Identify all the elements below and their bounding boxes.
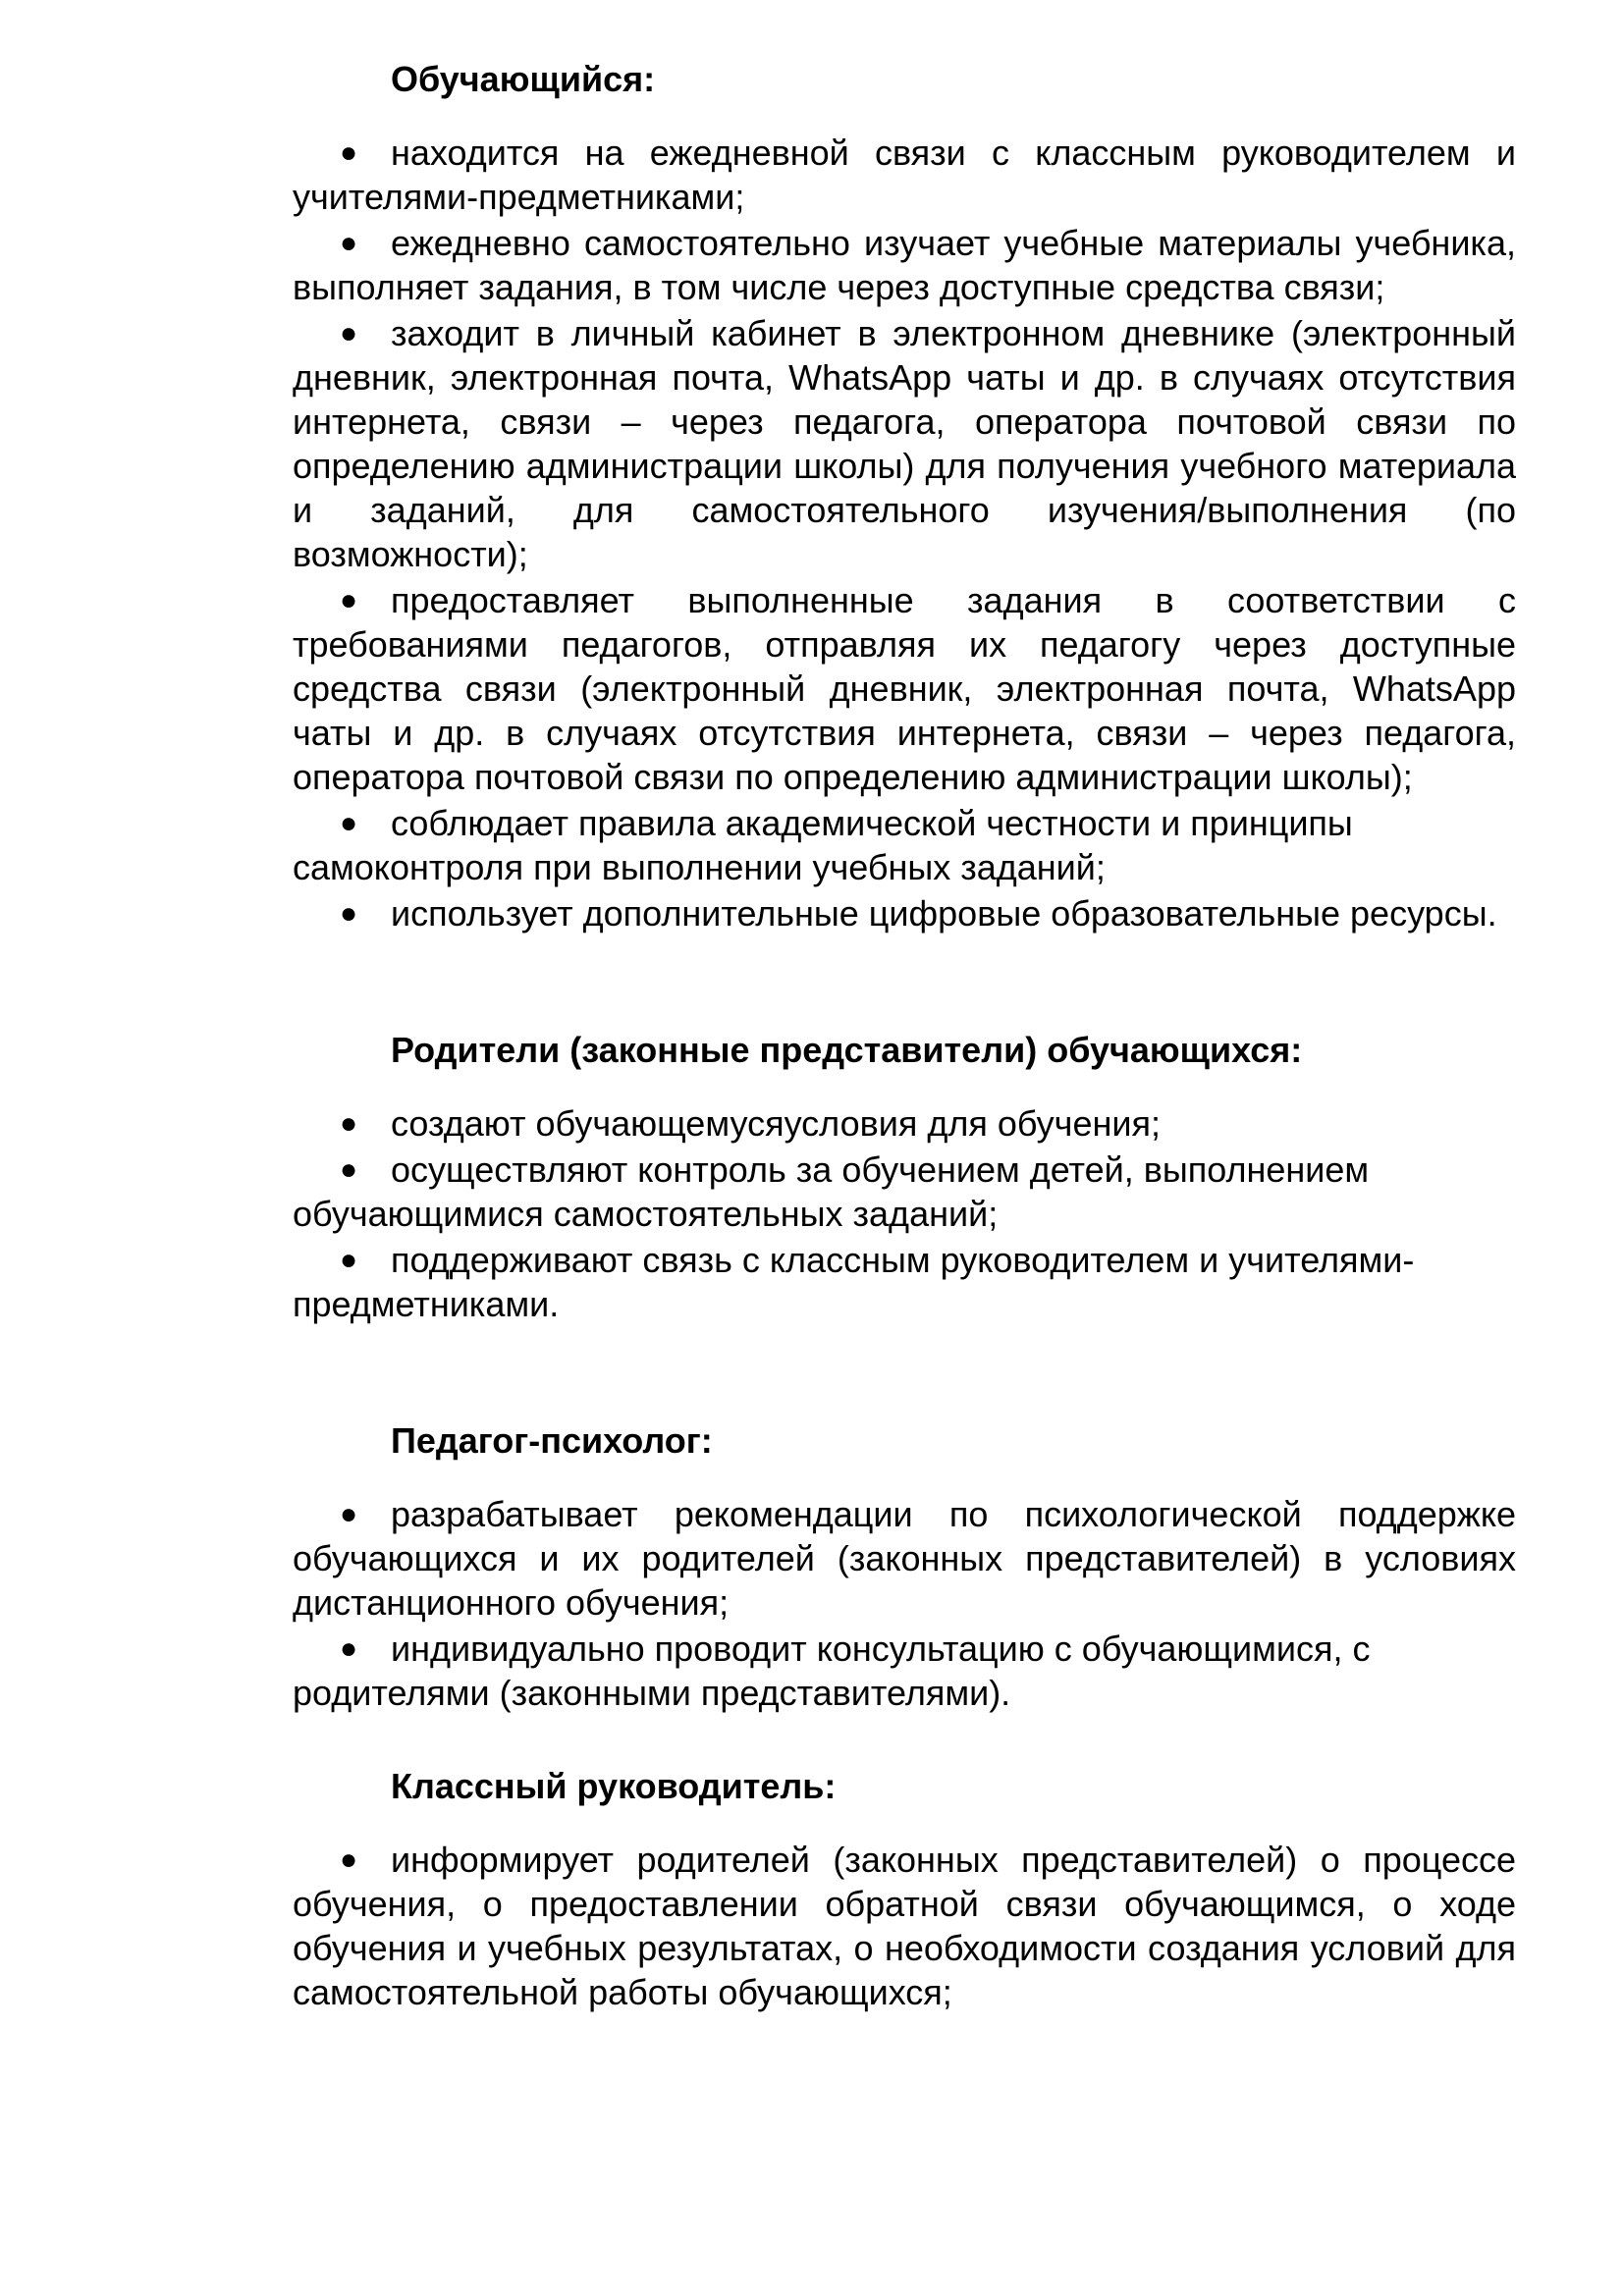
section-student <box>293 57 1516 935</box>
bullet-icon: ● <box>340 1244 358 1276</box>
list-item-text: создают обучающемусяусловия для обучения; <box>391 1103 1161 1144</box>
section-parents <box>293 1028 1516 1326</box>
list-item <box>293 578 1516 799</box>
section-heading: Родители (законные представители) обучающихся: <box>391 1030 1303 1070</box>
document-page <box>293 57 1516 2016</box>
list-item-text: информирует родителей (законных представителей) о процессе обучения, о предоставлении обратной связи обучающимся, о ходе обучения и учебных результатах, о необходимости создания условий для самостоятельной работы обучающихся; <box>293 1840 1516 2012</box>
list-item <box>293 1492 1516 1625</box>
list-item <box>293 1148 1516 1236</box>
bullet-list <box>293 1101 1516 1326</box>
section-spacer <box>293 937 1516 1028</box>
bullet-list <box>293 131 1516 935</box>
list-item-text: заходит в личный кабинет в электронном дневнике (электронный дневник, электронная почта, WhatsApp чаты и др. в случаях отсутствия интернета, связи – через педагога, оператора почтовой связи по определению администрации школы) для получения учебного материала и заданий, для самостоятельного изучения/выполнения (по возможности); <box>293 313 1516 574</box>
list-item-text: индивидуально проводит консультацию с обучающимися, с родителями (законными представителями). <box>293 1629 1371 1713</box>
list-item <box>293 221 1516 309</box>
list-item <box>293 891 1516 935</box>
section-spacer <box>293 1328 1516 1418</box>
list-item <box>293 1101 1516 1146</box>
bullet-list <box>293 1492 1516 1715</box>
bullet-icon: ● <box>340 897 358 930</box>
list-item-text: ежедневно самостоятельно изучает учебные материалы учебника, выполняет задания, в том числе через доступные средства связи; <box>293 223 1516 307</box>
list-item-text: поддерживают связь с классным руководителем и учителями-предметниками. <box>293 1240 1415 1324</box>
section-heading: Классный руководитель: <box>391 1766 837 1806</box>
list-item <box>293 1238 1516 1326</box>
bullet-icon: ● <box>340 584 358 616</box>
section-heading: Педагог-психолог: <box>391 1420 713 1461</box>
list-item-text: использует дополнительные цифровые образовательные ресурсы. <box>391 893 1497 934</box>
section-class-teacher <box>293 1764 1516 2014</box>
section-spacer <box>293 1717 1516 1764</box>
bullet-icon: ● <box>340 1153 358 1186</box>
list-item <box>293 801 1516 889</box>
bullet-icon: ● <box>340 1632 358 1665</box>
list-item-text: разрабатывает рекомендации по психологической поддержке обучающихся и их родителей (законных представителей) в условиях дистанционного обучения; <box>293 1494 1516 1623</box>
list-item-text: осуществляют контроль за обучением детей, выполнением обучающимися самостоятельных заданий; <box>293 1149 1370 1234</box>
bullet-list <box>293 1838 1516 2014</box>
bullet-icon: ● <box>340 807 358 839</box>
section-psychologist <box>293 1418 1516 1715</box>
bullet-icon: ● <box>340 136 358 169</box>
list-item <box>293 1627 1516 1715</box>
list-item-text: соблюдает правила академической честности и принципы самоконтроля при выполнении учебных заданий; <box>293 803 1353 887</box>
list-item <box>293 1838 1516 2014</box>
list-item <box>293 311 1516 576</box>
section-heading: Обучающийся: <box>391 59 656 99</box>
list-item-text: предоставляет выполненные задания в соответствии с требованиями педагогов, отправляя их педагогу через доступные средства связи (электронный дневник, электронная почта, WhatsApp чаты и др. в случаях отсутствия интернета, связи – через педагога, оператора почтовой связи по определению администрации школы); <box>293 580 1516 797</box>
bullet-icon: ● <box>340 1107 358 1140</box>
bullet-icon: ● <box>340 227 358 259</box>
list-item-text: находится на ежедневной связи с классным руководителем и учителями-предметниками; <box>293 133 1516 217</box>
bullet-icon: ● <box>340 1498 358 1530</box>
list-item <box>293 131 1516 219</box>
bullet-icon: ● <box>340 1843 358 1876</box>
bullet-icon: ● <box>340 317 358 349</box>
